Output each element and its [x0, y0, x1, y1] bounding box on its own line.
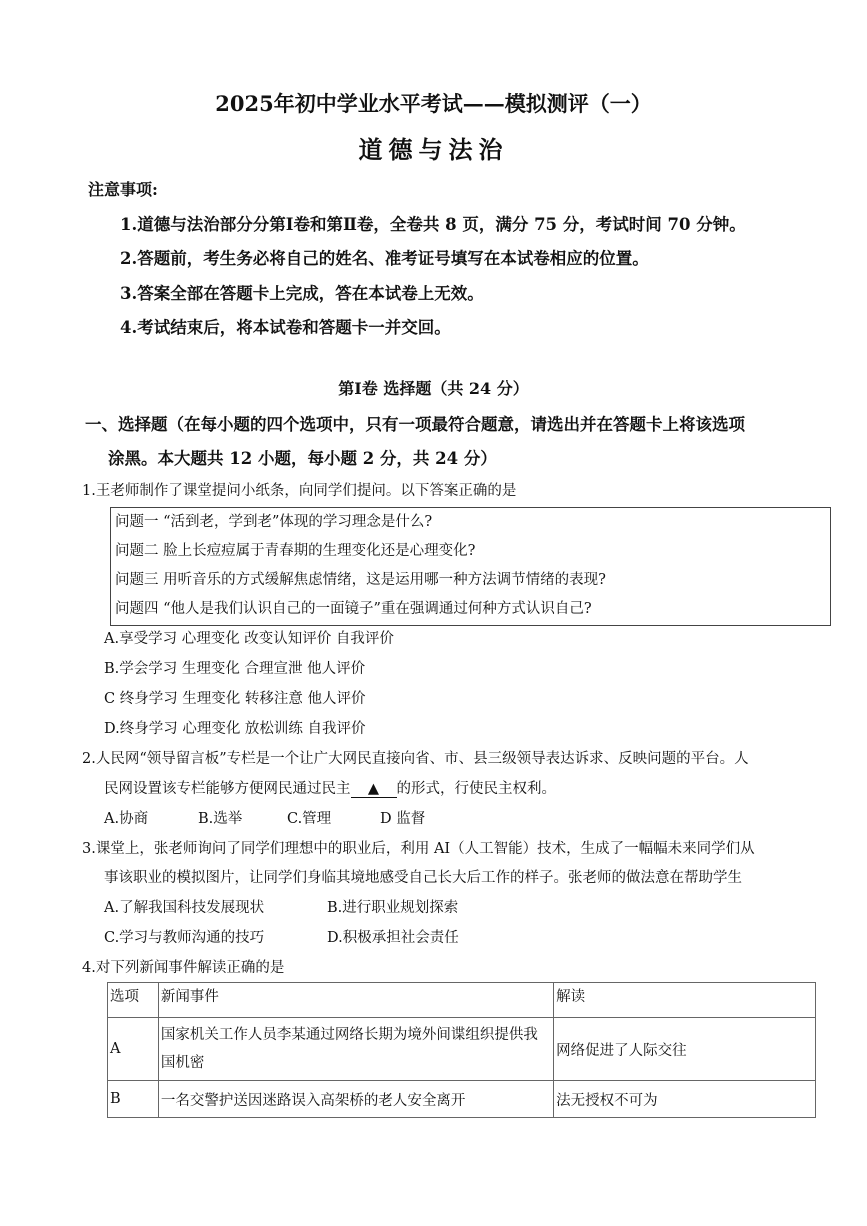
question-2-option: A.协商 [104, 811, 149, 827]
question-1-option: C 终身学习 生理变化 转移注意 他人评价 [104, 691, 366, 707]
part-instruction: 涂黑。本大题共 12 小题，每小题 2 分，共 24 分） [108, 449, 497, 468]
question-2-option: D 监督 [380, 811, 426, 827]
notice-heading: 注意事项: [88, 180, 158, 199]
box-question: 问题二 脸上长痘痘属于青春期的生理变化还是心理变化? [115, 543, 476, 559]
news-table [107, 982, 816, 1118]
question-1-option: A.享受学习 心理变化 改变认知评价 自我评价 [104, 631, 394, 647]
notice-item: 1.道德与法治部分分第Ⅰ卷和第Ⅱ卷，全卷共 8 页，满分 75 分，考试时间 70 分钟。 [120, 215, 746, 234]
table-cell-reading: 网络促进了人际交往 [554, 1018, 816, 1081]
box-question: 问题一 “活到老，学到老”体现的学习理念是什么? [115, 514, 433, 530]
question-3-option: B.进行职业规划探索 [327, 900, 459, 916]
subject-title: 道德与法治 [358, 135, 509, 164]
question-3-option: D.积极承担社会责任 [327, 930, 459, 946]
table-row [108, 1018, 816, 1081]
question-1-option: D.终身学习 心理变化 放松训练 自我评价 [104, 721, 366, 737]
notice-item: 2.答题前，考生务必将自己的姓名、准考证号填写在本试卷相应的位置。 [120, 249, 649, 268]
question-3-option: A.了解我国科技发展现状 [104, 900, 265, 916]
answer-blank: ▲ [351, 781, 397, 798]
table-cell-reading: 法无授权不可为 [554, 1081, 816, 1118]
question-2-text: 民网设置该专栏能够方便网民通过民主 [104, 781, 351, 797]
question-3-stem: 3.课堂上，张老师询问了同学们理想中的职业后，利用 AI（人工智能）技术，生成了一幅幅未来同学们从 [82, 841, 755, 857]
table-cell-event: 一名交警护送因迷路误入高架桥的老人安全离开 [158, 1081, 553, 1118]
section-title: 第Ⅰ卷 选择题（共 24 分） [338, 379, 529, 398]
exam-title: 2025年初中学业水平考试——模拟测评（一） [215, 91, 652, 116]
question-2-text: 的形式，行使民主权利。 [396, 781, 556, 797]
table-header: 新闻事件 [158, 983, 553, 1018]
table-cell-option: B [108, 1081, 159, 1118]
question-2-stem: 2.人民网“领导留言板”专栏是一个让广大网民直接向省、市、县三级领导表达诉求、反映问题的平台。人 [82, 751, 749, 767]
question-4-stem: 4.对下列新闻事件解读正确的是 [82, 960, 285, 976]
question-3-option: C.学习与教师沟通的技巧 [104, 930, 265, 946]
question-3-stem-line2: 事该职业的模拟图片，让同学们身临其境地感受自己长大后工作的样子。张老师的做法意在帮助学生 [104, 870, 742, 886]
table-header-row [108, 983, 816, 1018]
table-cell-event: 国家机关工作人员李某通过网络长期为境外间谍组织提供我国机密 [158, 1018, 553, 1081]
box-question: 问题三 用听音乐的方式缓解焦虑情绪，这是运用哪一种方法调节情绪的表现? [115, 572, 606, 588]
question-1-option: B.学会学习 生理变化 合理宣泄 他人评价 [104, 661, 366, 677]
table-header: 解读 [554, 983, 816, 1018]
table-row [108, 1081, 816, 1118]
question-1-box [110, 507, 831, 626]
notice-item: 3.答案全部在答题卡上完成，答在本试卷上无效。 [120, 284, 484, 303]
notice-item: 4.考试结束后，将本试卷和答题卡一并交回。 [120, 318, 451, 337]
question-1-stem: 1.王老师制作了课堂提问小纸条，向同学们提问。以下答案正确的是 [82, 483, 517, 499]
table-header: 选项 [108, 983, 159, 1018]
table-cell-option: A [108, 1018, 159, 1081]
box-question: 问题四 “他人是我们认识自己的一面镜子”重在强调通过何种方式认识自己? [115, 601, 592, 617]
question-2-option: C.管理 [287, 811, 332, 827]
question-2-stem-line2 [104, 777, 556, 798]
part-instruction: 一、选择题（在每小题的四个选项中，只有一项最符合题意，请选出并在答题卡上将该选项 [85, 415, 745, 434]
question-2-option: B.选举 [198, 811, 243, 827]
